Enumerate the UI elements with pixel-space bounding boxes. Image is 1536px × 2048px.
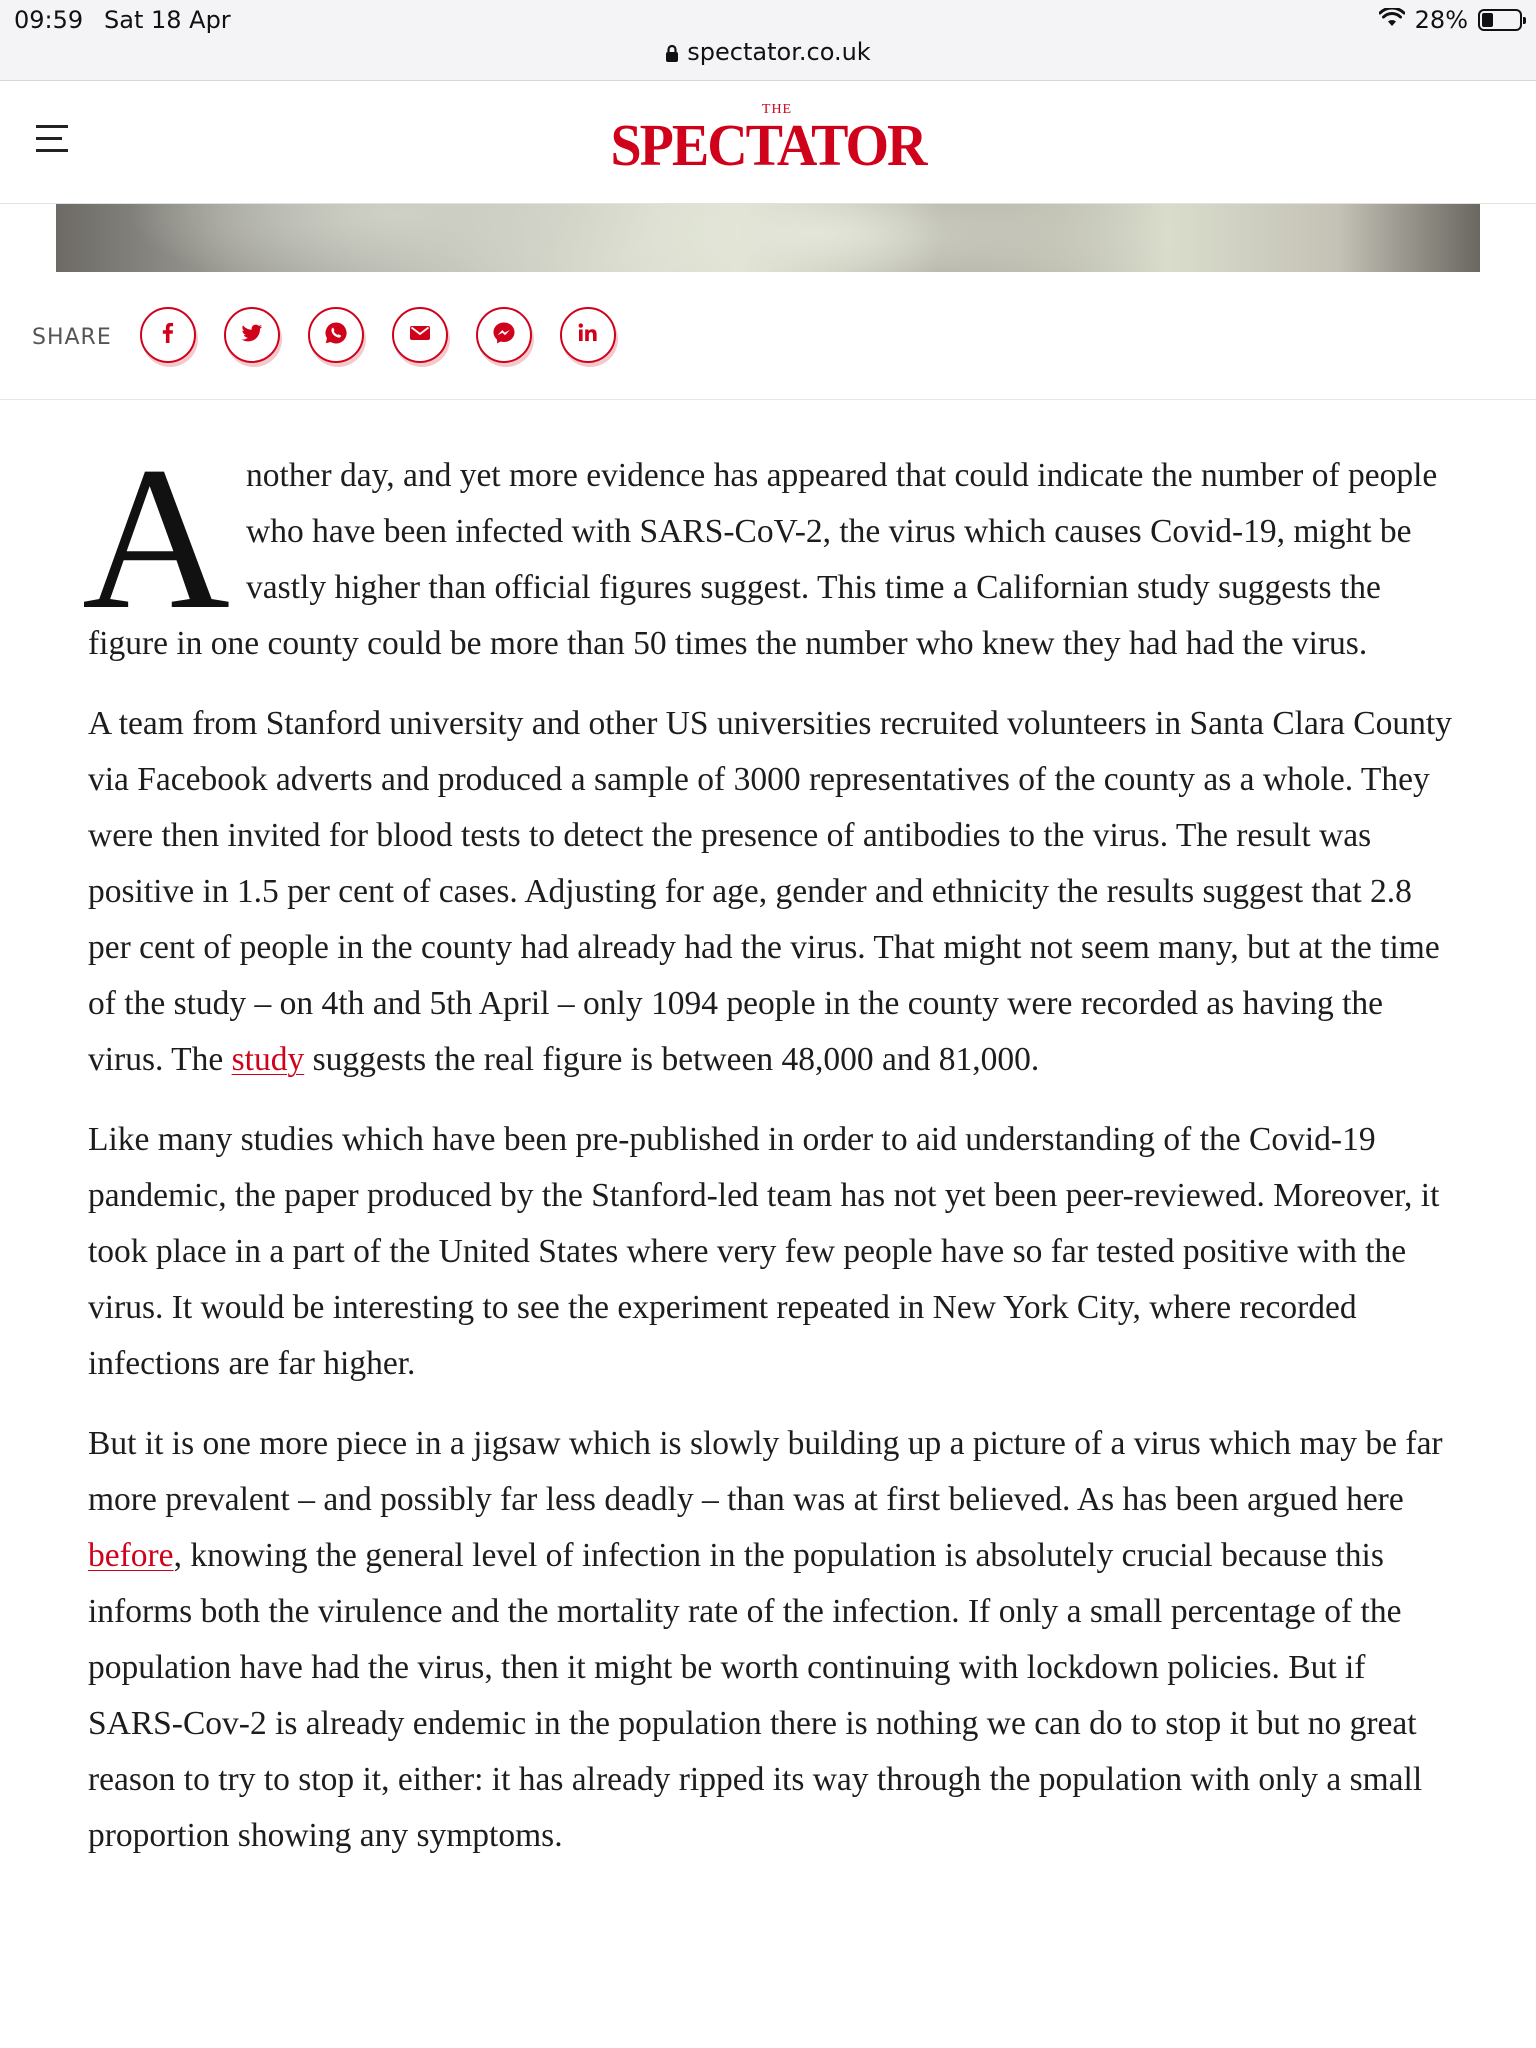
status-indicators	[1379, 6, 1522, 34]
paragraph-1-text: nother day, and yet more evidence has appeared that could indicate the number of people who have been infected with SARS-CoV-2, the virus which causes Covid-19, might be vastly higher than official figures suggest. This time a Californian study suggests the figure in one county could be more than 50 times the number who knew they had had the virus.	[88, 457, 1438, 662]
paragraph-2-text-b: suggests the real figure is between 48,000 and 81,000.	[304, 1041, 1040, 1078]
email-icon	[406, 319, 434, 351]
wifi-icon	[1379, 6, 1405, 34]
messenger-icon	[490, 319, 518, 351]
share-bar	[0, 273, 1536, 400]
linkedin-icon	[574, 319, 602, 351]
article-body	[82, 425, 1460, 1888]
lock-icon	[665, 40, 679, 68]
article-paragraph-4	[88, 1416, 1460, 1864]
email-share-button[interactable]	[392, 307, 448, 363]
drop-cap: A	[82, 425, 231, 652]
whatsapp-icon	[322, 319, 350, 351]
study-link[interactable]: study	[231, 1041, 305, 1078]
logo-the: THE	[761, 102, 793, 117]
paragraph-2-text-a: A team from Stanford university and other US universities recruited volunteers in Santa Clara County via Facebook adverts and produced a sample of 3000 representatives of the county as a whole. They were then invited for blood tests to detect the presence of antibodies to the virus. The result was positive in 1.5 per cent of cases. Adjusting for age, gender and ethnicity the results suggest that 2.8 per cent of people in the county had already had the virus. That might not seem many, but at the time of the study – on 4th and 5th April – only 1094 people in the county were recorded as having the virus. The	[88, 705, 1452, 1078]
battery-percent: 28%	[1414, 6, 1468, 34]
battery-icon	[1478, 9, 1522, 31]
whatsapp-share-button[interactable]	[308, 307, 364, 363]
article-paragraph-1	[82, 425, 1460, 672]
logo-name: SPECTATOR	[610, 113, 926, 179]
status-date: Sat 18 Apr	[104, 6, 231, 34]
address-bar[interactable]	[0, 38, 1536, 68]
messenger-share-button[interactable]	[476, 307, 532, 363]
site-header	[0, 81, 1536, 204]
linkedin-share-button[interactable]	[560, 307, 616, 363]
hero-image	[56, 204, 1480, 272]
status-bar	[0, 0, 1536, 81]
status-time: 09:59	[14, 6, 84, 34]
paragraph-4-text-a: But it is one more piece in a jigsaw which is slowly building up a picture of a virus which may be far more prevalent – and possibly far less deadly – than was at first believed. As has been argued here	[88, 1425, 1443, 1518]
spectator-logo[interactable]	[0, 102, 1536, 179]
url-text: spectator.co.uk	[687, 38, 871, 66]
facebook-share-button[interactable]	[140, 307, 196, 363]
article-paragraph-2	[88, 696, 1460, 1088]
article-paragraph-3: Like many studies which have been pre-published in order to aid understanding of the Covid-19 pandemic, the paper produced by the Stanford-led team has not yet been peer-reviewed. Moreover, it took place in a part of the United States where very few people have so far tested positive with the virus. It would be interesting to see the experiment repeated in New York City, where recorded infections are far higher.	[88, 1121, 1440, 1382]
facebook-icon	[154, 319, 182, 351]
before-link[interactable]: before	[88, 1537, 174, 1574]
twitter-icon	[238, 319, 266, 351]
twitter-share-button[interactable]	[224, 307, 280, 363]
share-label: SHARE	[32, 325, 112, 350]
paragraph-4-text-b: , knowing the general level of infection in the population is absolutely crucial because this informs both the virulence and the mortality rate of the infection. If only a small percentage of the population have had the virus, then it might be worth continuing with lockdown policies. But if SARS-Cov-2 is already endemic in the population there is nothing we can do to stop it but no great reason to try to stop it, either: it has already ripped its way through the population with only a small proportion showing any symptoms.	[88, 1537, 1423, 1854]
